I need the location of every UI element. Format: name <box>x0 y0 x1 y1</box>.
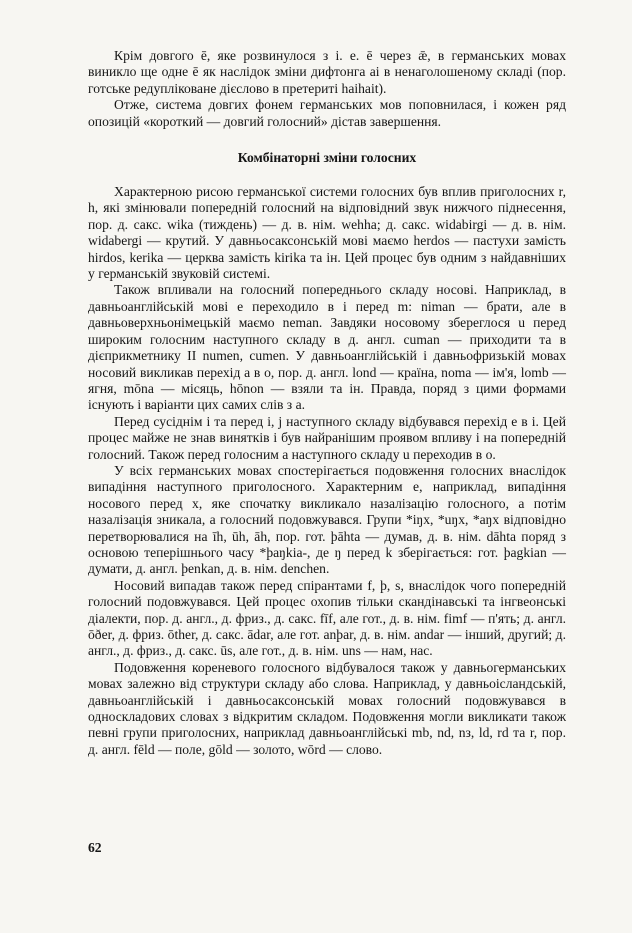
section-heading: Комбінаторні зміни голосних <box>237 150 417 166</box>
page-number: 62 <box>88 840 102 855</box>
paragraph-r-h-influence: Характерною рисою германської системи голосних був вплив приголосних r, h, які змінювали попередній голосний на відповідний звук нижчого піднесення, пор. д. сакс. wika (тиждень) — д. в. нім. wehha; д. сакс. widabirgi — д. в. нім. widabergi — крутий. У давньосаксонській мові маємо herdos — пастухи замість hirdos, kerika — церква замість kirika та ін. Цей процес був одним з найдавніших у германській звуковій системі. <box>88 184 566 282</box>
paragraph-system-summary: Отже, система довгих фонем германських мов поповнилася, і кожен ряд опозицій «короткий — довгий голосний» дістав завершення. <box>88 97 566 129</box>
paragraph-lengthening: У всіх германських мовах спостерігається подовження голосних внаслідок випадіння наступного приголосного. Характерним е, наприклад, випадіння носового перед x, яке спочатку викликало назалізацію голосного, а потім назалізація зникала, а голосний подовжувався. Групи *iŋx, *uŋx, *aŋx відповідно перетворювалися на īh, ūh, āh, пор. гот. þāhta — думав, д. в. нім. dāhta поряд з основою теперішнього часу *þaŋkia-, де ŋ перед k зберігається: гот. þagkian — думати, д. англ. þenkan, д. в. нім. denchen. <box>88 462 566 577</box>
paragraph-long-e: Крім довгого ē, яке розвинулося з i. e. ē через ǣ, в германських мовах виникло ще одне ē як наслідок зміни дифтонга ai в ненаголошеному складі (пор. готське редупліковане дієслово в претериті haihait). <box>88 48 566 96</box>
paragraph-nasal-spirants: Носовий випадав також перед спірантами f, þ, s, внаслідок чого попередній голосний подовжувався. Цей процес охопив тільки скандінавські та інгвеонські діалекти, пор. д. англ., д. фриз., д. сакс. fīf, але гот., д. в. нім. fimf — п'ять; д. англ. ōðer, д. фриз. ōther, д. сакс. ādar, але гот. anþar, д. в. нім. andar — інший, другий; д. англ., д. фриз., д. сакс. ūs, але гот., д. в. нім. uns — нам, нас. <box>88 577 566 659</box>
paragraph-nasal-influence: Також впливали на голосний попереднього складу носові. Наприклад, в давньоанглійській мові е переходило в i перед m: niman — брати, але в давньоверхньонімецькій маємо neman. Завдяки носовому зберeглося u перед широким голосним наступного складу в д. англ. cuman — приходити та в дієприкметнику II numen, cumen. У давньоанглійській і давньофризькій мовах носовий викликав перехід a в o, пор. д. англ. lond — країна, noma — ім'я, lomb — ягня, mōna — місяць, hōnon — взяли та ін. Правда, поряд з цими формами існують і варіанти цих самих слів з a. <box>88 282 566 413</box>
paragraph-root-lengthening: Подовження кореневого голосного відбувалося також у давньогерманських мовах залежно від структури складу або слова. Наприклад, у давньоісландській, давньоанглійській і давньосаксонській мовах голосний подовжувався в односкладових словах з відкритим складом. Подовження могли викликати також певні групи приголосних, наприклад давньоанглійські mb, nd, nз, ld, rd та r, пор. д. англ. fēld — поле, gōld — золото, wōrd — слово. <box>88 659 566 757</box>
paragraph-e-to-i: Перед сусіднім i та перед i, j наступного складу відбувався перехід e в i. Цей процес майже не знав винятків і був найранішим проявом впливу i на попередній голосний. Також перед голосним a наступного складу u переходив в o. <box>88 413 566 462</box>
